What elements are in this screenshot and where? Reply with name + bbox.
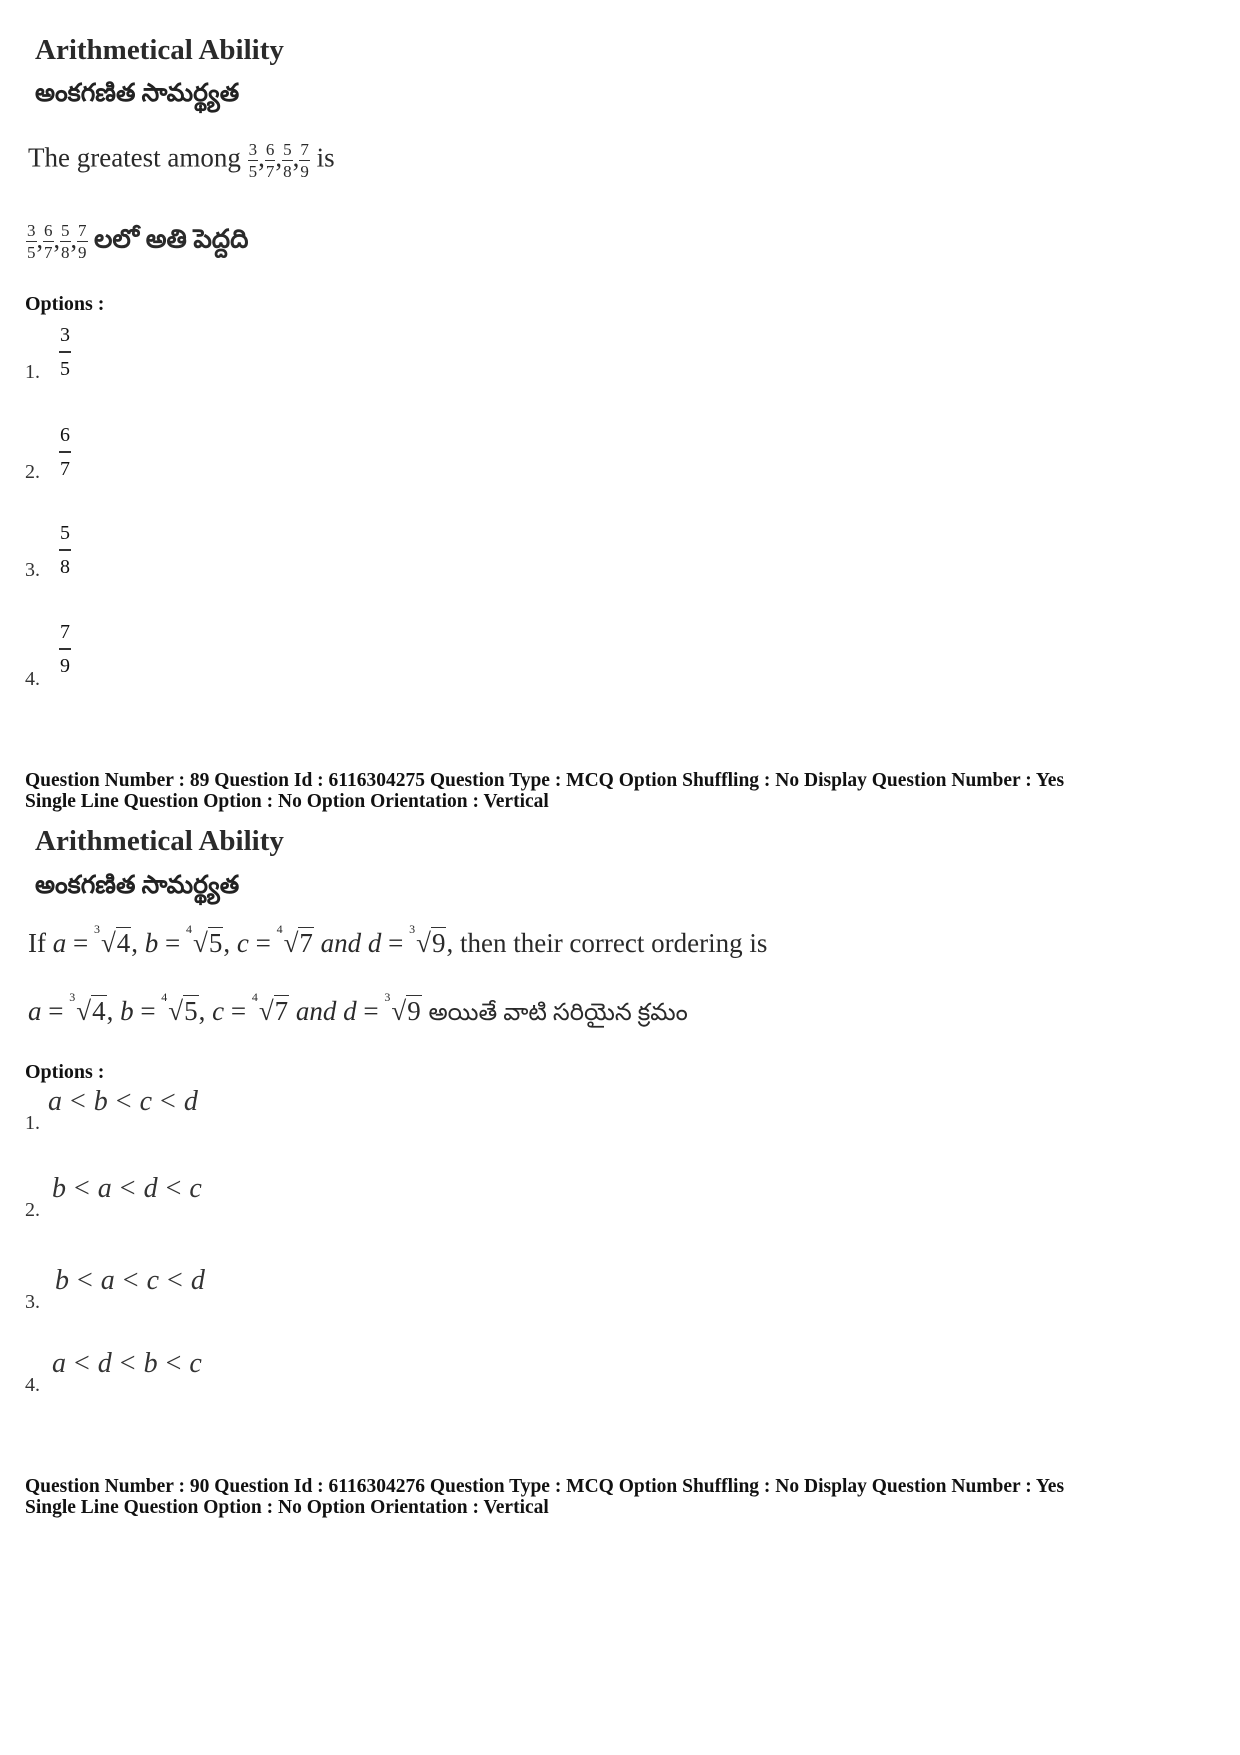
option-number: 1. xyxy=(25,361,40,383)
fraction: $\frac{3}{5}$ xyxy=(27,221,36,262)
subject-heading: Arithmetical Ability xyxy=(35,34,284,66)
fraction: $\frac{5}{8}$ xyxy=(283,140,292,181)
question-suffix: is xyxy=(316,142,335,173)
question-suffix-telugu: లలో అతి పెద్దది xyxy=(94,224,249,254)
option-number: 2. xyxy=(25,461,40,483)
option-number: 4. xyxy=(25,1374,40,1396)
question-meta-line: Question Number : 89 Question Id : 6116304275 Question Type : MCQ Option Shuffling : No Display Question Number : Yes xyxy=(25,770,1065,791)
question-prefix: The greatest among xyxy=(28,142,241,173)
question-meta xyxy=(25,1476,1064,1518)
subject-heading-telugu: అంకగణిత సామర్థ్యత xyxy=(35,80,240,107)
option-ineq: a < d < b < c xyxy=(52,1348,204,1379)
option-fraction: $\frac{7}{9}$ xyxy=(60,621,70,677)
option-number: 1. xyxy=(25,1112,40,1134)
fraction: $\frac{3}{5}$ xyxy=(248,140,258,181)
option-number: 4. xyxy=(25,668,40,690)
question-meta-line: Single Line Question Option : No Option Orientation : Vertical xyxy=(25,791,549,812)
question-text-english: The greatest among $\frac{3}{5}$ , $\frac{6}{7}$ , $\frac{5}{8}$ , $\frac{7}{9}$ is xyxy=(28,140,335,181)
options-label: Options : xyxy=(25,1061,105,1083)
option-ineq: b < a < c < d xyxy=(55,1265,207,1296)
question-suffix-telugu: అయితే వాటి సరియైన క్రమం xyxy=(428,1000,688,1026)
cube-root: 3 √4 xyxy=(69,990,106,1026)
fraction: $\frac{6}{7}$ xyxy=(265,140,275,181)
cube-root: 3 √4 xyxy=(93,922,131,958)
question-text-telugu: a = 3 √4, b = 4 √5, c = 4 √7 and d = 3 √9 అయితే వాటి సరియైన క్రమం xyxy=(28,990,688,1026)
question-meta-line: Single Line Question Option : No Option Orientation : Vertical xyxy=(25,1497,549,1518)
question-prefix: If xyxy=(28,928,46,958)
question-meta-line: Question Number : 90 Question Id : 6116304276 Question Type : MCQ Option Shuffling : No Display Question Number : Yes xyxy=(25,1476,1065,1497)
option-3[interactable] xyxy=(25,1265,345,1317)
option-number: 2. xyxy=(25,1199,40,1221)
options-label: Options : xyxy=(25,293,105,315)
subject-heading: Arithmetical Ability xyxy=(35,825,284,857)
option-fraction: $\frac{6}{7}$ xyxy=(60,424,70,480)
question-text-telugu: $\frac{3}{5}$ , $\frac{6}{7}$ , $\frac{5}{8}$ , $\frac{7}{9}$ లలో అతి పెద్దది xyxy=(27,221,249,262)
option-4[interactable] xyxy=(25,1348,345,1400)
fraction: $\frac{7}{9}$ xyxy=(78,221,87,262)
option-ineq: a < b < c < d xyxy=(48,1086,200,1117)
option-2[interactable] xyxy=(25,1173,345,1225)
subject-heading-telugu: అంకగణిత సామర్థ్యత xyxy=(35,872,240,899)
question-suffix: , then their correct ordering is xyxy=(446,928,768,958)
fourth-root: 4 √7 xyxy=(251,990,289,1026)
question-meta xyxy=(25,770,1064,812)
fraction: $\frac{6}{7}$ xyxy=(44,221,53,262)
fraction: $\frac{5}{8}$ xyxy=(61,221,70,262)
option-1[interactable] xyxy=(25,1086,345,1138)
cube-root: 3 √9 xyxy=(384,990,421,1026)
fraction: $\frac{7}{9}$ xyxy=(300,140,309,181)
fourth-root: 4 √5 xyxy=(186,922,223,958)
option-number: 3. xyxy=(25,559,40,581)
fourth-root: 4 √5 xyxy=(161,990,198,1026)
option-ineq: b < a < d < c xyxy=(52,1173,204,1204)
option-fraction: $\frac{3}{5}$ xyxy=(60,324,70,380)
question-text-english: If a = 3 √4, b = 4 √5, c = 4 √7 and d = 3 √9, then their correct ordering is xyxy=(28,922,768,958)
option-fraction: $\frac{5}{8}$ xyxy=(60,522,70,578)
option-number: 3. xyxy=(25,1291,40,1313)
cube-root: 3 √9 xyxy=(409,922,446,958)
fourth-root: 4 √7 xyxy=(276,922,313,958)
